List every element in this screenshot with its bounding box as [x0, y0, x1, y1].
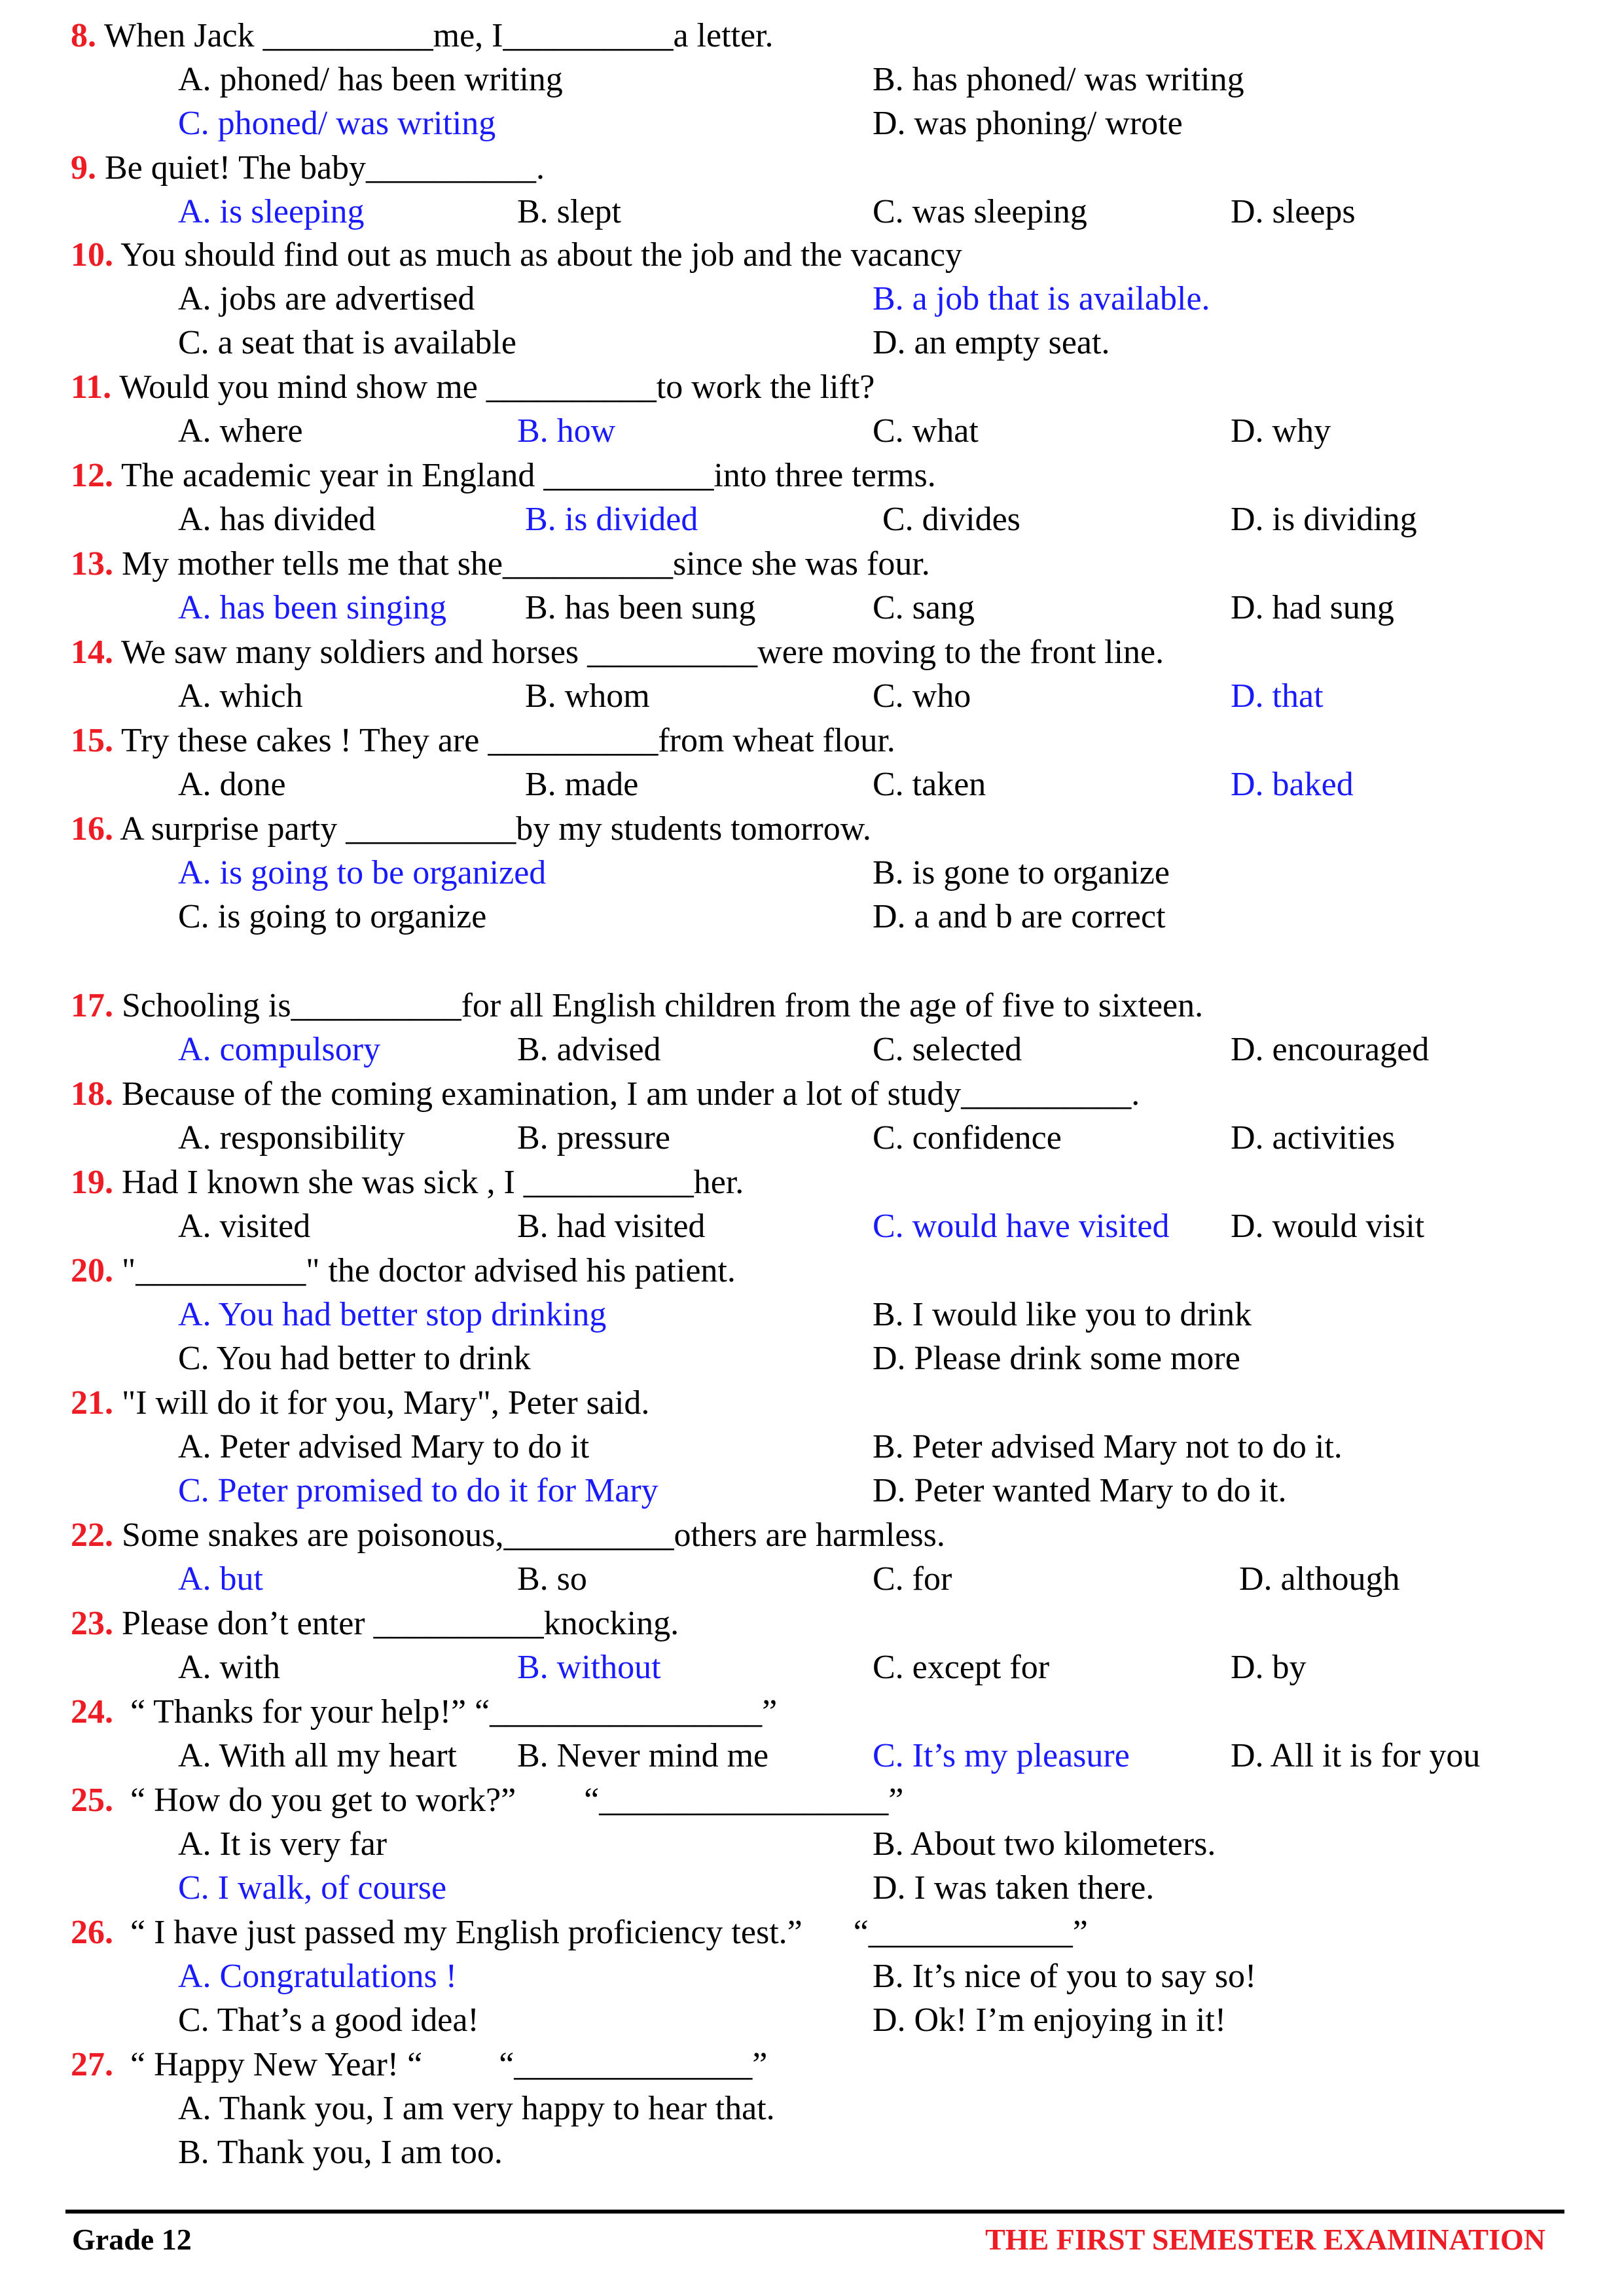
- question-27-option-b[interactable]: B. Thank you, I am too.: [178, 2134, 503, 2172]
- question-26-option-c[interactable]: C. That’s a good idea!: [178, 2001, 479, 2039]
- question-text: “ How do you get to work?” “_________________”: [113, 1782, 904, 1819]
- question-number: 12.: [71, 457, 113, 494]
- question-8-option-a[interactable]: A. phoned/ has been writing: [178, 61, 563, 99]
- question-text: “ I have just passed my English proficiency test.” “____________”: [113, 1914, 1088, 1951]
- footer-grade: Grade 12: [72, 2223, 192, 2256]
- question-text: The academic year in England __________into three terms.: [113, 457, 936, 494]
- question-8-option-d[interactable]: D. was phoning/ wrote: [873, 105, 1183, 143]
- question-15-option-c[interactable]: C. taken: [873, 766, 986, 804]
- question-12-option-c[interactable]: C. divides: [882, 501, 1020, 539]
- question-text: Some snakes are poisonous,__________others are harmless.: [113, 1516, 945, 1554]
- question-17-option-b[interactable]: B. advised: [517, 1031, 661, 1069]
- question-16-stem: [71, 808, 871, 851]
- question-12-option-d[interactable]: D. is dividing: [1231, 501, 1417, 539]
- question-text: “ Thanks for your help!” “________________”: [113, 1693, 778, 1731]
- question-11-option-b[interactable]: B. how: [517, 412, 616, 450]
- question-text: Try these cakes ! They are __________from wheat flour.: [113, 722, 895, 759]
- question-number: 14.: [71, 634, 113, 671]
- question-number: 17.: [71, 987, 113, 1024]
- question-26-option-d[interactable]: D. Ok! I’m enjoying in it!: [873, 2001, 1227, 2039]
- question-text: You should find out as much as about the job and the vacancy: [113, 236, 962, 274]
- footer-exam-title: THE FIRST SEMESTER EXAMINATION: [985, 2223, 1545, 2256]
- question-11-option-d[interactable]: D. why: [1231, 412, 1331, 450]
- question-8-option-b[interactable]: B. has phoned/ was writing: [873, 61, 1244, 99]
- question-21-option-a[interactable]: A. Peter advised Mary to do it: [178, 1428, 590, 1466]
- question-number: 8.: [71, 17, 96, 54]
- question-18-option-c[interactable]: C. confidence: [873, 1119, 1062, 1157]
- question-number: 15.: [71, 722, 113, 759]
- question-text: Would you mind show me __________to work the lift?: [111, 368, 875, 406]
- question-24-stem: [71, 1691, 777, 1734]
- question-14-option-a[interactable]: A. which: [178, 677, 303, 715]
- question-text: "I will do it for you, Mary", Peter said.: [113, 1384, 650, 1422]
- question-15-option-b[interactable]: B. made: [525, 766, 639, 804]
- question-24-option-c[interactable]: C. It’s my pleasure: [873, 1737, 1130, 1775]
- question-22-option-d[interactable]: D. although: [1239, 1560, 1400, 1598]
- question-16-option-a[interactable]: A. is going to be organized: [178, 854, 547, 892]
- question-13-option-d[interactable]: D. had sung: [1231, 589, 1394, 627]
- question-15-option-d[interactable]: D. baked: [1231, 766, 1354, 804]
- question-24-option-d[interactable]: D. All it is for you: [1231, 1737, 1481, 1775]
- question-22-option-a[interactable]: A. but: [178, 1560, 263, 1598]
- question-22-stem: [71, 1514, 945, 1557]
- question-22-option-b[interactable]: B. so: [517, 1560, 587, 1598]
- question-number: 20.: [71, 1252, 113, 1289]
- question-9-option-c[interactable]: C. was sleeping: [873, 193, 1087, 231]
- question-20-option-c[interactable]: C. You had better to drink: [178, 1340, 531, 1378]
- question-text: Be quiet! The baby__________.: [96, 149, 545, 187]
- question-text: Please don’t enter __________knocking.: [113, 1605, 679, 1642]
- question-25-option-d[interactable]: D. I was taken there.: [873, 1869, 1155, 1907]
- question-23-option-d[interactable]: D. by: [1231, 1649, 1307, 1687]
- question-9-option-d[interactable]: D. sleeps: [1231, 193, 1356, 231]
- question-11-option-a[interactable]: A. where: [178, 412, 303, 450]
- question-number: 21.: [71, 1384, 113, 1422]
- question-number: 27.: [71, 2046, 113, 2083]
- question-16-option-b[interactable]: B. is gone to organize: [873, 854, 1170, 892]
- footer-divider: [65, 2210, 1564, 2214]
- question-13-option-a[interactable]: A. has been singing: [178, 589, 447, 627]
- question-16-option-d[interactable]: D. a and b are correct: [873, 898, 1166, 936]
- question-21-stem: [71, 1382, 649, 1425]
- question-text: “ Happy New Year! “ “______________”: [113, 2046, 768, 2083]
- question-number: 13.: [71, 545, 113, 583]
- question-10-option-b[interactable]: B. a job that is available.: [873, 280, 1210, 318]
- question-12-stem: [71, 454, 936, 497]
- question-25-stem: [71, 1779, 903, 1822]
- question-18-option-a[interactable]: A. responsibility: [178, 1119, 405, 1157]
- question-21-option-b[interactable]: B. Peter advised Mary not to do it.: [873, 1428, 1343, 1466]
- question-17-option-d[interactable]: D. encouraged: [1231, 1031, 1430, 1069]
- question-18-option-b[interactable]: B. pressure: [517, 1119, 670, 1157]
- question-text: A surprise party __________by my students tomorrow.: [113, 810, 871, 848]
- question-number: 26.: [71, 1914, 113, 1951]
- question-24-option-b[interactable]: B. Never mind me: [517, 1737, 769, 1775]
- question-19-option-c[interactable]: C. would have visited: [873, 1208, 1170, 1246]
- question-number: 11.: [71, 368, 112, 406]
- question-12-option-b[interactable]: B. is divided: [525, 501, 698, 539]
- question-19-option-d[interactable]: D. would visit: [1231, 1208, 1425, 1246]
- question-15-stem: [71, 719, 895, 762]
- question-13-option-c[interactable]: C. sang: [873, 589, 975, 627]
- question-27-option-a[interactable]: A. Thank you, I am very happy to hear that.: [178, 2090, 775, 2128]
- question-text: My mother tells me that she__________since she was four.: [113, 545, 930, 583]
- question-23-option-b[interactable]: B. without: [517, 1649, 661, 1687]
- question-15-option-a[interactable]: A. done: [178, 766, 286, 804]
- question-13-stem: [71, 543, 930, 586]
- question-17-option-a[interactable]: A. compulsory: [178, 1031, 381, 1069]
- question-number: 18.: [71, 1075, 113, 1113]
- question-number: 10.: [71, 236, 113, 274]
- question-14-option-c[interactable]: C. who: [873, 677, 971, 715]
- question-number: 19.: [71, 1164, 113, 1201]
- question-21-option-d[interactable]: D. Peter wanted Mary to do it.: [873, 1472, 1287, 1510]
- question-number: 16.: [71, 810, 113, 848]
- question-14-option-b[interactable]: B. whom: [525, 677, 650, 715]
- question-19-option-b[interactable]: B. had visited: [517, 1208, 706, 1246]
- question-27-stem: [71, 2043, 767, 2087]
- question-9-option-b[interactable]: B. slept: [517, 193, 621, 231]
- question-11-option-c[interactable]: C. what: [873, 412, 979, 450]
- question-number: 24.: [71, 1693, 113, 1731]
- question-8-option-c[interactable]: C. phoned/ was writing: [178, 105, 496, 143]
- question-number: 22.: [71, 1516, 113, 1554]
- question-17-option-c[interactable]: C. selected: [873, 1031, 1022, 1069]
- question-13-option-b[interactable]: B. has been sung: [525, 589, 756, 627]
- question-19-stem: [71, 1161, 744, 1204]
- question-10-option-d[interactable]: D. an empty seat.: [873, 324, 1110, 362]
- question-25-option-a[interactable]: A. It is very far: [178, 1825, 388, 1863]
- question-20-option-b[interactable]: B. I would like you to drink: [873, 1296, 1252, 1334]
- question-number: 25.: [71, 1782, 113, 1819]
- question-11-stem: [71, 366, 875, 409]
- question-23-stem: [71, 1602, 679, 1645]
- question-text: Because of the coming examination, I am under a lot of study__________.: [113, 1075, 1140, 1113]
- question-26-option-a[interactable]: A. Congratulations !: [178, 1958, 458, 1996]
- question-26-option-b[interactable]: B. It’s nice of you to say so!: [873, 1958, 1257, 1996]
- question-18-stem: [71, 1073, 1140, 1116]
- question-10-option-c[interactable]: C. a seat that is available: [178, 324, 516, 362]
- question-25-option-c[interactable]: C. I walk, of course: [178, 1869, 447, 1907]
- question-25-option-b[interactable]: B. About two kilometers.: [873, 1825, 1216, 1863]
- question-20-option-d[interactable]: D. Please drink some more: [873, 1340, 1240, 1378]
- question-9-option-a[interactable]: A. is sleeping: [178, 193, 365, 231]
- question-17-stem: [71, 984, 1203, 1028]
- question-text: Had I known she was sick , I __________her.: [113, 1164, 744, 1201]
- question-22-option-c[interactable]: C. for: [873, 1560, 952, 1598]
- question-number: 23.: [71, 1605, 113, 1642]
- question-10-stem: [71, 234, 962, 277]
- question-text: "__________" the doctor advised his patient.: [113, 1252, 736, 1289]
- question-10-option-a[interactable]: A. jobs are advertised: [178, 280, 475, 318]
- question-12-option-a[interactable]: A. has divided: [178, 501, 376, 539]
- question-19-option-a[interactable]: A. visited: [178, 1208, 311, 1246]
- question-23-option-c[interactable]: C. except for: [873, 1649, 1050, 1687]
- question-18-option-d[interactable]: D. activities: [1231, 1119, 1396, 1157]
- question-24-option-a[interactable]: A. With all my heart: [178, 1737, 457, 1775]
- question-16-option-c[interactable]: C. is going to organize: [178, 898, 487, 936]
- question-14-stem: [71, 631, 1164, 674]
- question-26-stem: [71, 1911, 1088, 1954]
- question-text: Schooling is__________for all English children from the age of five to sixteen.: [113, 987, 1204, 1024]
- question-20-option-a[interactable]: A. You had better stop drinking: [178, 1296, 607, 1334]
- question-text: We saw many soldiers and horses __________were moving to the front line.: [113, 634, 1164, 671]
- question-14-option-d[interactable]: D. that: [1231, 677, 1324, 715]
- question-20-stem: [71, 1249, 736, 1293]
- question-21-option-c[interactable]: C. Peter promised to do it for Mary: [178, 1472, 659, 1510]
- question-9-stem: [71, 147, 545, 190]
- question-8-stem: [71, 14, 774, 58]
- question-23-option-a[interactable]: A. with: [178, 1649, 280, 1687]
- question-number: 9.: [71, 149, 96, 187]
- question-text: When Jack __________me, I__________a letter.: [96, 17, 774, 54]
